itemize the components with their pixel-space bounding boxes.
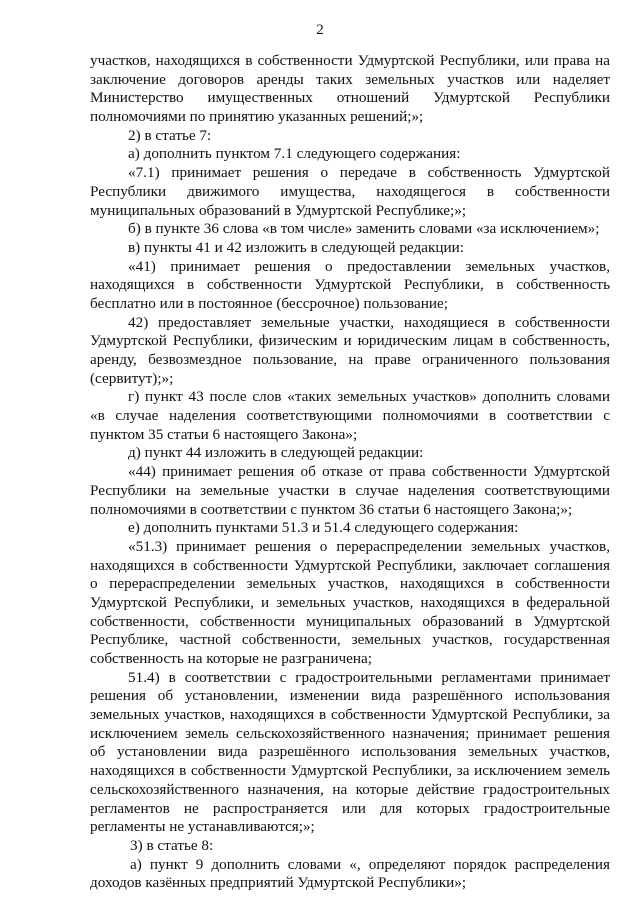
text-line: «41) принимает решения о предоставлении земельных участков, xyxy=(128,257,610,275)
text-line: заключение договоров аренды таких земельных участков или наделяет xyxy=(90,70,610,88)
text-line: сельскохозяйственного назначения, на которые действие градостроительных xyxy=(90,780,610,798)
text-line: полномочиями в соответствии с пунктом 36 статьи 6 настоящего Закона;»; xyxy=(90,500,573,518)
text-line: в) пункты 41 и 42 изложить в следующей редакции: xyxy=(128,238,464,256)
text-line: а) дополнить пунктом 7.1 следующего содержания: xyxy=(128,145,461,163)
text-line: 42) предоставляет земельные участки, находящиеся в собственности xyxy=(128,313,610,331)
text-line: 2) в статье 7: xyxy=(128,126,212,144)
text-line: е) дополнить пунктами 51.3 и 51.4 следующего содержания: xyxy=(128,519,519,537)
text-line: б) в пункте 36 слова «в том числе» заменить словами «за исключением»; xyxy=(128,220,600,238)
text-line: Республики движимого имущества, находящегося в собственности xyxy=(90,182,610,200)
text-line: д) пункт 44 изложить в следующей редакции: xyxy=(128,444,424,462)
text-line: муниципальных образований в Удмуртской Республике;»; xyxy=(90,201,467,219)
text-line: Республики на земельные участки в случае наделения соответствующими xyxy=(90,481,610,499)
text-line: 51.4) в соответствии с градостроительными регламентами принимает xyxy=(128,668,610,686)
text-line: Республике, частной собственности, земельных участков, государственная xyxy=(90,631,610,649)
text-line: «7.1) принимает решения о передаче в собственность Удмуртской xyxy=(128,164,610,182)
text-line: а) пункт 9 дополнить словами «, определяют порядок распределения xyxy=(130,855,610,873)
text-line: решения об установлении, изменении вида разрешённого использования xyxy=(90,687,610,705)
text-line: Удмуртской Республики, физическим и юридическим лицам в собственность, xyxy=(90,332,610,350)
text-line: 3) в статье 8: xyxy=(130,836,214,854)
text-line: г) пункт 43 после слов «таких земельных участков» дополнить словами xyxy=(128,388,610,406)
page-number: 2 xyxy=(316,22,324,38)
text-line: доходов казённых предприятий Удмуртской Республики»; xyxy=(90,874,467,892)
text-line: пунктом 35 статьи 6 настоящего Закона»; xyxy=(90,425,358,443)
text-line: «44) принимает решения об отказе от права собственности Удмуртской xyxy=(128,463,610,481)
text-line: собственность на которые не разграничена; xyxy=(90,650,372,667)
text-line: регламентов не распространяется или для которых градостроительные xyxy=(90,799,610,817)
text-line: полномочиями по принятию указанных решений;»; xyxy=(90,108,424,126)
text-line: исключением земель сельскохозяйственного назначения; принимает решения xyxy=(90,724,610,742)
text-line: о перераспределении земельных участков, находящихся в собственности xyxy=(90,575,610,593)
text-line: находящихся в собственности Удмуртской Республики, заключает соглашения xyxy=(90,556,610,574)
text-line: аренду, безвозмездное пользование, на праве ограниченного пользования xyxy=(90,351,610,368)
text-line: «в случае наделения соответствующими полномочиями в соответствии с xyxy=(90,407,610,425)
text-line: находящихся в собственности Удмуртской Республики, в собственность xyxy=(90,276,610,294)
text-line: регламенты не устанавливаются;»; xyxy=(90,818,315,836)
text-line: Министерство имущественных отношений Удмуртской Республики xyxy=(90,89,610,107)
document-body xyxy=(90,52,610,893)
text-line: об установлении вида разрешённого использования земельных участков, xyxy=(90,743,610,761)
text-line: (сервитут);»; xyxy=(90,369,174,387)
text-line: участков, находящихся в собственности Удмуртской Республики, или права на xyxy=(90,52,610,69)
text-line: находящихся в собственности Удмуртской Республики, за исключением земель xyxy=(90,762,610,780)
text-line: бесплатно или в постоянное (бессрочное) пользование; xyxy=(90,294,448,312)
text-line: собственности, собственности муниципальных образований в Удмуртской xyxy=(90,612,610,630)
text-line: Удмуртской Республики, и земельных участков, находящихся в федеральной xyxy=(90,593,610,611)
text-line: «51.3) принимает решения о перераспределении земельных участков, xyxy=(128,537,610,555)
text-line: земельных участков, находящихся в собственности Удмуртской Республики, за xyxy=(90,706,610,724)
